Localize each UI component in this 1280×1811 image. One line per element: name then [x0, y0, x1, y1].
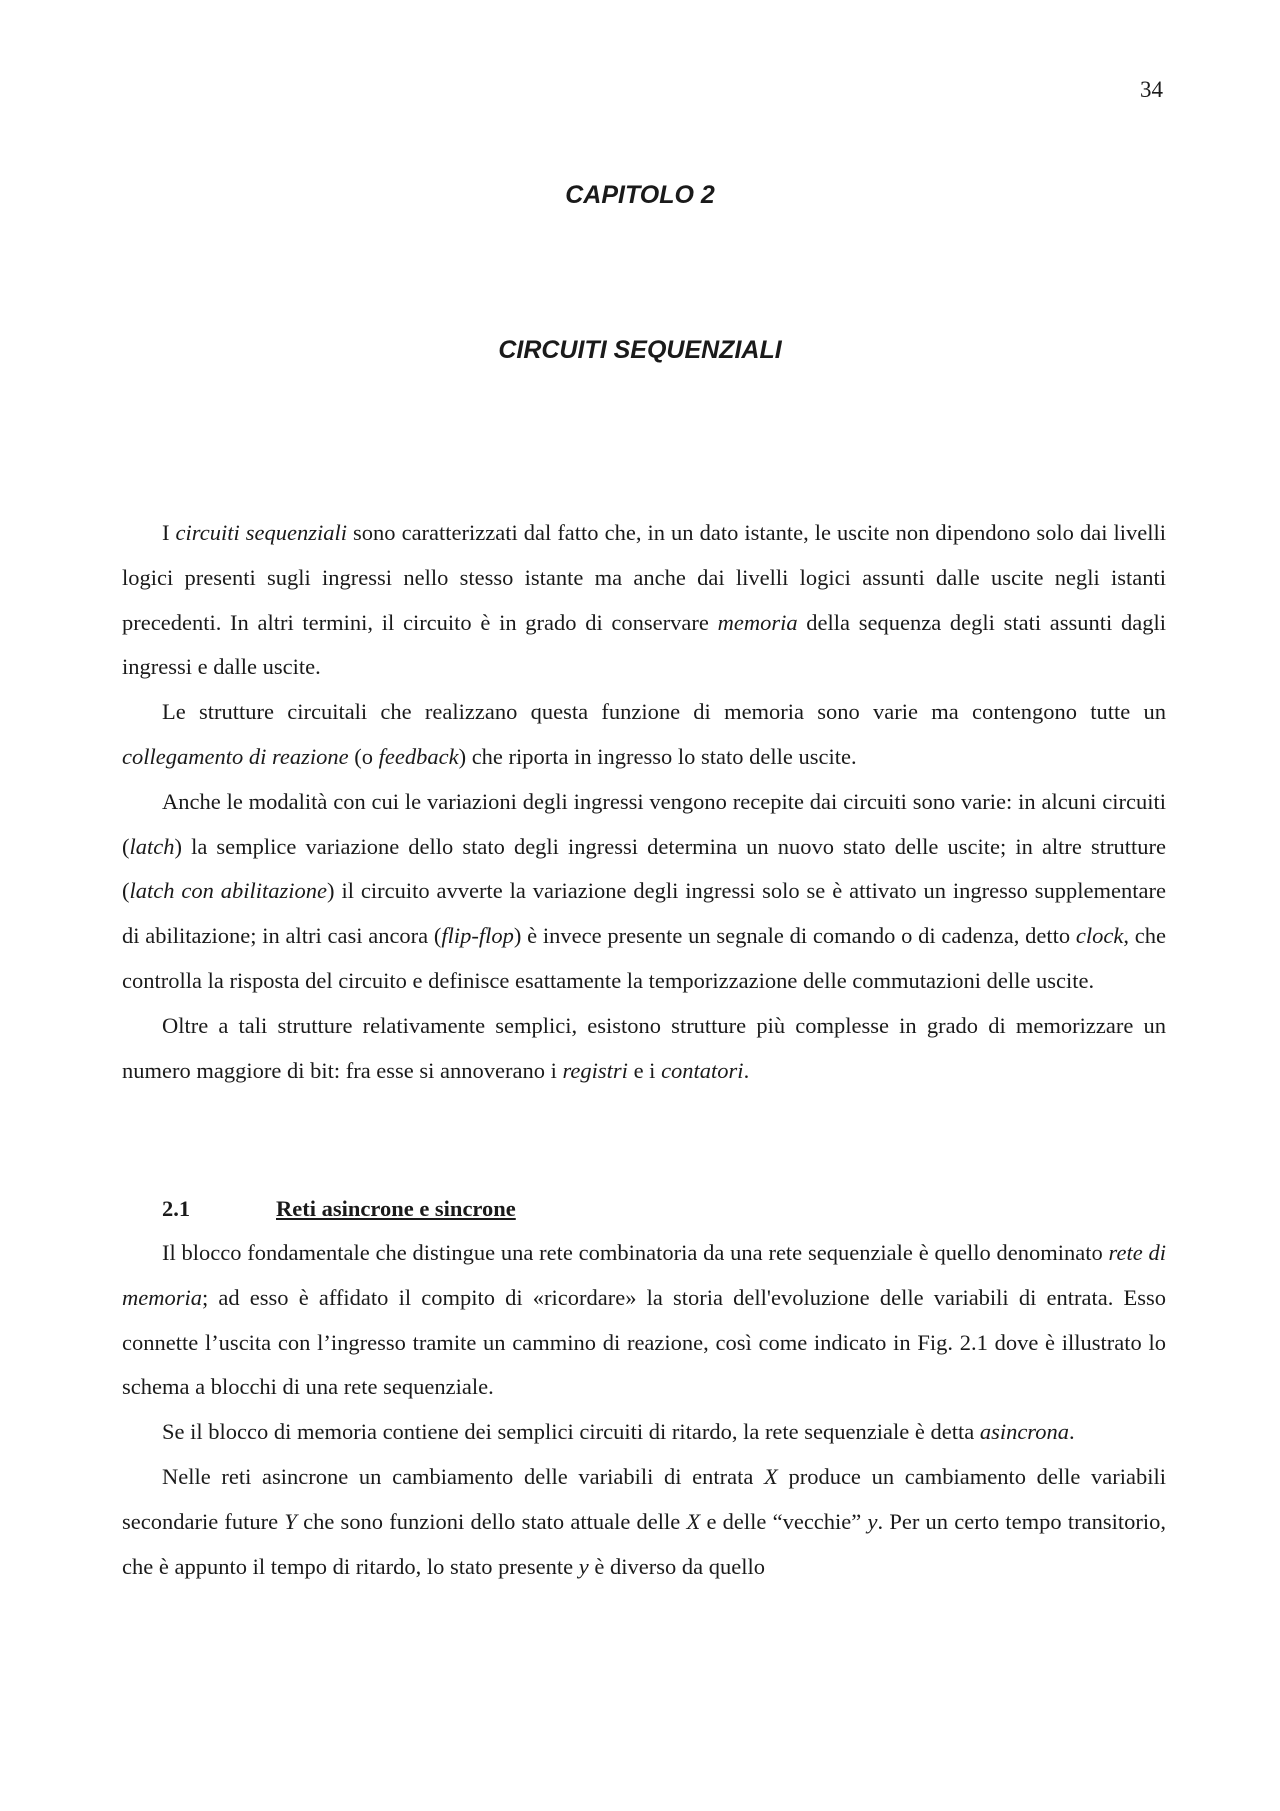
- text-run: I: [162, 520, 176, 545]
- section-title: Reti asincrone e sincrone: [276, 1196, 516, 1221]
- text-run: Nelle reti asincrone un cambiamento delle variabili di entrata: [162, 1463, 765, 1489]
- term-clock: clock: [1075, 923, 1124, 949]
- text-run: della sequenza degli stati assunti dagli ingressi e dalle uscite.: [122, 609, 1167, 680]
- text-run: Le strutture circuitali che realizzano questa funzione di memoria sono varie ma contengono tutte un: [162, 699, 1166, 725]
- intro-paragraph-1: [122, 511, 1166, 690]
- text-run: ; ad esso è affidato il compito di «ricordare» la storia dell'evoluzione delle variabili di entrata. Esso connette l’uscita con l’ingresso tramite un cammino di reazione, così come indicato in Fig. 2.1 dove è illustrato lo schema a blocchi di una rete sequenziale.: [122, 1284, 1166, 1400]
- text-run: .: [743, 1057, 750, 1083]
- text-run: sono caratterizzati dal fatto che, in un dato istante, le uscite non dipendono solo dai livelli logici presenti sugli ingressi nello stesso istante ma anche dai livelli logici assunti dalle uscite negli istanti precedenti. In altri termini, il circuito è in grado di conservare: [122, 520, 1166, 635]
- var-y-present: y: [578, 1553, 589, 1579]
- term-latch-con-abilitazione: latch con abilitazione: [129, 878, 328, 904]
- intro-paragraph-2: [122, 690, 1166, 780]
- text-run: (o: [348, 743, 379, 769]
- section-paragraph-3: [122, 1455, 1166, 1589]
- page-number: 34: [1140, 77, 1163, 102]
- text-run: e i: [627, 1057, 662, 1083]
- section-paragraph-2: [122, 1410, 1166, 1455]
- term-collegamento-di-reazione: collegamento di reazione: [122, 743, 349, 769]
- text-run: .: [1068, 1419, 1075, 1445]
- intro-paragraph-4: [122, 1004, 1166, 1094]
- var-x: X: [764, 1463, 778, 1489]
- section-heading: [162, 1187, 516, 1231]
- text-run: produce un cambiamento delle variabili secondarie future: [122, 1463, 1166, 1534]
- text-run: che sono funzioni dello stato attuale delle: [296, 1508, 687, 1534]
- text-run: Oltre a tali strutture relativamente semplici, esistono strutture più complesse in grado di memorizzare un numero maggiore di bit: fra esse si annoverano i: [122, 1012, 1166, 1083]
- term-asincrona: asincrona: [979, 1419, 1069, 1445]
- term-flip-flop: flip-flop: [441, 923, 514, 949]
- text-run: Se il blocco di memoria contiene dei semplici circuiti di ritardo, la rete sequenziale è detta: [162, 1419, 980, 1445]
- term-rete-di-memoria: rete di memoria: [122, 1240, 1166, 1310]
- section-paragraph-1: [122, 1231, 1166, 1410]
- term-registri: registri: [562, 1057, 628, 1083]
- text-run: Il blocco fondamentale che distingue una rete combinatoria da una rete sequenziale è quello denominato: [162, 1240, 1109, 1265]
- text-run: ) la semplice variazione dello stato degli ingressi determina un nuovo stato delle uscite; in altre strutture (: [122, 833, 1166, 904]
- intro-paragraph-3: [122, 780, 1166, 1004]
- term-feedback: feedback: [378, 743, 459, 769]
- chapter-title: CIRCUITI SEQUENZIALI: [498, 336, 782, 364]
- text-run: e delle “vecchie”: [700, 1508, 868, 1534]
- text-run: , che controlla la risposta del circuito e definisce esattamente la temporizzazione delle commutazioni delle uscite.: [122, 923, 1166, 993]
- text-run: ) che riporta in ingresso lo stato delle uscite.: [458, 743, 857, 769]
- var-y-old: y: [867, 1508, 878, 1534]
- intro-body: [122, 511, 1166, 1093]
- text-run: ) è invece presente un segnale di comando o di cadenza, detto: [513, 923, 1076, 949]
- term-contatori: contatori: [661, 1057, 744, 1083]
- text-run: Anche le modalità con cui le variazioni degli ingressi vengono recepite dai circuiti sono varie: in alcuni circuiti (: [122, 788, 1166, 859]
- var-y-future: Y: [284, 1508, 297, 1534]
- text-run: . Per un certo tempo transitorio, che è appunto il tempo di ritardo, lo stato presente: [122, 1508, 1166, 1579]
- text-run: è diverso da quello: [588, 1553, 765, 1579]
- text-run: ) il circuito avverte la variazione degli ingressi solo se è attivato un ingresso supplementare di abilitazione; in altri casi ancora (: [122, 878, 1166, 949]
- section-number: 2.1: [162, 1196, 191, 1221]
- term-circuiti-sequenziali: circuiti sequenziali: [175, 520, 347, 545]
- term-memoria: memoria: [717, 609, 798, 635]
- chapter-label: CAPITOLO 2: [565, 181, 715, 209]
- var-x: X: [686, 1508, 701, 1534]
- term-latch: latch: [129, 833, 175, 859]
- section-body: [122, 1231, 1166, 1589]
